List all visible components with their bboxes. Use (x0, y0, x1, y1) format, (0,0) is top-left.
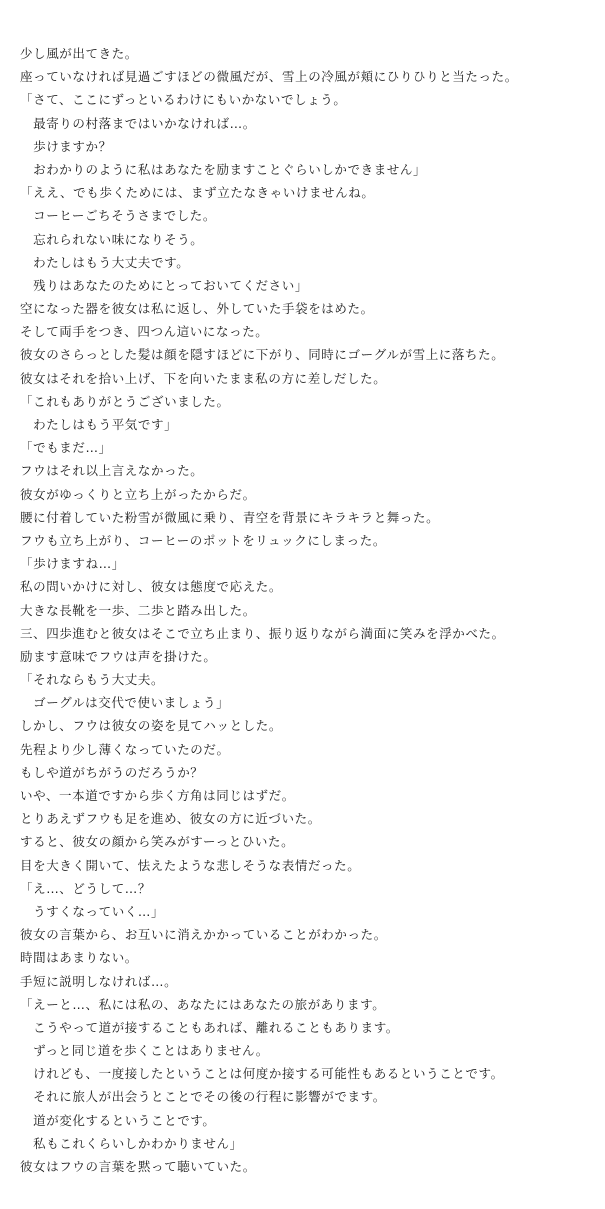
text-line: 励ます意味でフウは声を掛けた。 (20, 648, 217, 664)
text-line: 「でもまだ…」 (20, 440, 112, 456)
text-line: 座っていなければ見過ごすほどの微風だが、雪上の冷風が頬にひりひりと当たった。 (20, 69, 518, 85)
text-line: おわかりのように私はあなたを励ますことぐらいしかできません」 (20, 161, 427, 177)
text-line: 「ええ、でも歩くためには、まず立たなきゃいけませんね。 (20, 185, 375, 201)
text-line: 手短に説明しなければ…。 (20, 973, 178, 989)
text-line: 彼女のさらっとした髪は顔を隠すほどに下がり、同時にゴーグルが雪上に落ちた。 (20, 347, 505, 363)
text-line: そして両手をつき、四つん這いになった。 (20, 324, 269, 340)
text-line: フウはそれ以上言えなかった。 (20, 463, 204, 479)
text-line: 彼女の言葉から、お互いに消えかかっていることがわかった。 (20, 927, 387, 943)
text-line: 少し風が出てきた。 (20, 46, 138, 61)
text-line: 歩けますか？ (20, 138, 112, 154)
text-line: それに旅人が出会うとことでその後の行程に影響がでます。 (20, 1089, 386, 1105)
text-line: とりあえずフウも足を進め、彼女の方に近づいた。 (20, 811, 321, 827)
text-line: 「歩けますね…」 (20, 556, 125, 572)
text-line: もしや道がちがうのだろうか？ (20, 764, 204, 780)
text-line: こうやって道が接することもあれば、離れることもあります。 (20, 1019, 399, 1035)
text-line: わたしはもう大丈夫です。 (20, 254, 190, 270)
text-line: 「これもありがとうございました。 (20, 393, 230, 409)
text-line: 忘れられない味になりそう。 (20, 231, 204, 247)
text-line: すると、彼女の顔から笑みがすーっとひいた。 (20, 834, 295, 850)
text-line: 空になった器を彼女は私に返し、外していた手袋をはめた。 (20, 301, 374, 317)
text-line: 最寄りの村落まではいかなければ…。 (20, 115, 256, 131)
text-line: 「え…、どうして…？ (20, 880, 152, 896)
story-text (20, 42, 597, 1178)
text-line: けれども、一度接したということは何度か接する可能性もあるということです。 (20, 1066, 504, 1082)
text-line: しかし、フウは彼女の姿を見てハッとした。 (20, 718, 283, 734)
text-line: うすくなっていく…」 (20, 903, 165, 919)
text-line: ずっと同じ道を歩くことはありません。 (20, 1043, 269, 1059)
text-line: いや、一本道ですから歩く方角は同じはずだ。 (20, 788, 295, 803)
text-line: 残りはあなたのためにとっておいてください」 (20, 277, 308, 293)
text-line: 目を大きく開いて、怯えたような悲しそうな表情だった。 (20, 857, 361, 873)
text-line: 三、四歩進むと彼女はそこで立ち止まり、振り返りながら満面に笑みを浮かべた。 (20, 625, 505, 641)
text-line: 腰に付着していた粉雪が微風に乗り、青空を背景にキラキラと舞った。 (20, 509, 440, 525)
text-line: コーヒーごちそうさまでした。 (20, 208, 217, 224)
text-line: 道が変化するということです。 (20, 1112, 216, 1128)
text-line: 「それならもう大丈夫。 (20, 672, 165, 688)
text-line: 私もこれくらいしかわかりません」 (20, 1135, 243, 1151)
text-line: 時間はあまりない。 (20, 950, 138, 966)
text-line: 私の問いかけに対し、彼女は態度で応えた。 (20, 579, 283, 595)
text-line: 先程より少し薄くなっていたのだ。 (20, 741, 230, 757)
text-line: 彼女はそれを拾い上げ、下を向いたまま私の方に差しだした。 (20, 370, 387, 386)
text-line: フウも立ち上がり、コーヒーのポットをリュックにしまった。 (20, 532, 386, 548)
text-line: 「えーと…、私には私の、あなたにはあなたの旅があります。 (20, 996, 386, 1012)
text-line: わたしはもう平気です」 (20, 417, 178, 432)
text-line: 彼女はフウの言葉を黙って聴いていた。 (20, 1159, 256, 1174)
text-line: ゴーグルは交代で使いましょう」 (20, 695, 230, 711)
text-line: 「さて、ここにずっといるわけにもいかないでしょう。 (20, 92, 347, 108)
text-line: 大きな長靴を一歩、二歩と踏み出した。 (20, 602, 256, 618)
text-line: 彼女がゆっくりと立ち上がったからだ。 (20, 486, 256, 502)
